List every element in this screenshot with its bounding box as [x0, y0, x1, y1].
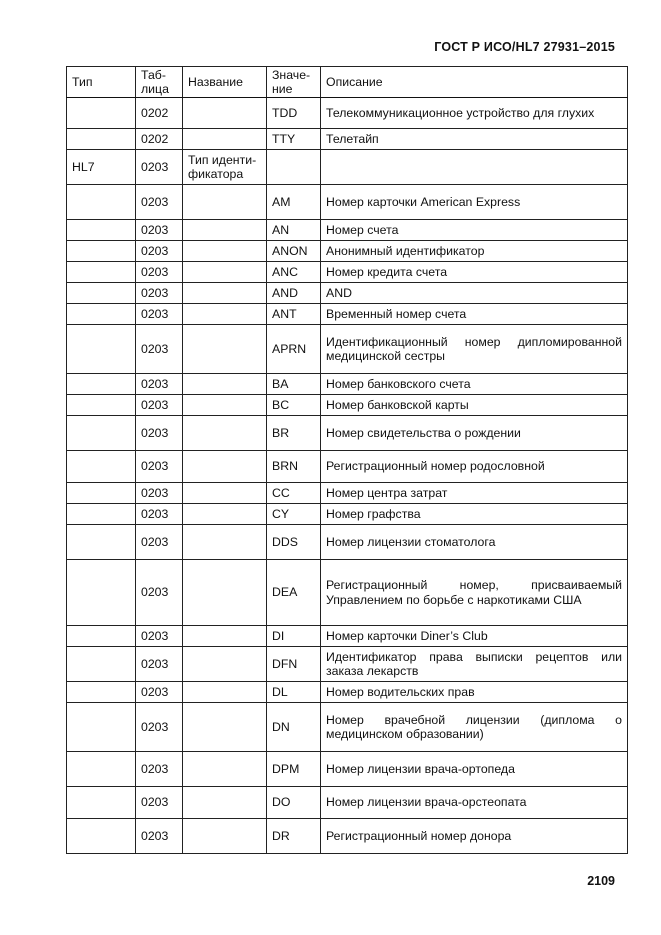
cell-type [67, 262, 136, 283]
cell-name [183, 451, 267, 483]
cell-name [183, 129, 267, 150]
table-row [67, 150, 628, 185]
cell-type [67, 525, 136, 560]
cell-type [67, 819, 136, 854]
page-number: 2109 [587, 874, 615, 888]
cell-description: Телетайп [321, 129, 628, 150]
col-header-value: Значе- ние [267, 67, 321, 98]
cell-description: Номер карточки American Express [321, 185, 628, 220]
cell-description: Номер кредита счета [321, 262, 628, 283]
cell-value: AM [267, 185, 321, 220]
cell-type [67, 647, 136, 682]
cell-table: 0203 [136, 483, 183, 504]
document-header: ГОСТ Р ИСО/HL7 27931–2015 [434, 40, 615, 54]
cell-description: Номер водительских прав [321, 682, 628, 703]
cell-type [67, 787, 136, 819]
table-row [67, 98, 628, 129]
cell-description: Анонимный идентификатор [321, 241, 628, 262]
table-row [67, 241, 628, 262]
cell-type [67, 185, 136, 220]
cell-value: BR [267, 416, 321, 451]
cell-description: Регистрационный номер, присваиваемый Управлением по борьбе с наркотиками США [321, 560, 628, 626]
cell-table: 0203 [136, 626, 183, 647]
cell-type [67, 560, 136, 626]
cell-type [67, 682, 136, 703]
cell-type [67, 129, 136, 150]
cell-type [67, 283, 136, 304]
table-row [67, 129, 628, 150]
cell-description: Идентификационный номер дипломированной медицинской сестры [321, 325, 628, 374]
cell-type [67, 451, 136, 483]
table-row [67, 220, 628, 241]
cell-type [67, 395, 136, 416]
table-row [67, 483, 628, 504]
cell-description: Номер врачебной лицензии (диплома о медицинском образовании) [321, 703, 628, 752]
cell-type: HL7 [67, 150, 136, 185]
cell-value [267, 150, 321, 185]
cell-name [183, 787, 267, 819]
cell-name [183, 185, 267, 220]
col-header-description: Описание [321, 67, 628, 98]
table-row [67, 374, 628, 395]
cell-table: 0203 [136, 283, 183, 304]
cell-value: ANON [267, 241, 321, 262]
table-row [67, 819, 628, 854]
cell-name [183, 647, 267, 682]
cell-description: AND [321, 283, 628, 304]
table-header-row [67, 67, 628, 98]
table-row [67, 283, 628, 304]
cell-value: DI [267, 626, 321, 647]
cell-table: 0203 [136, 220, 183, 241]
cell-description: Номер лицензии врача-ортопеда [321, 752, 628, 787]
cell-description [321, 150, 628, 185]
cell-type [67, 752, 136, 787]
cell-value: BRN [267, 451, 321, 483]
cell-table: 0203 [136, 374, 183, 395]
cell-table: 0202 [136, 98, 183, 129]
col-header-name: Название [183, 67, 267, 98]
cell-description: Номер лицензии стоматолога [321, 525, 628, 560]
cell-table: 0203 [136, 752, 183, 787]
table-row [67, 682, 628, 703]
cell-table: 0203 [136, 185, 183, 220]
cell-description: Номер центра затрат [321, 483, 628, 504]
code-table [66, 66, 628, 854]
cell-table: 0203 [136, 150, 183, 185]
cell-description: Номер свидетельства о рождении [321, 416, 628, 451]
cell-value: TTY [267, 129, 321, 150]
cell-table: 0203 [136, 241, 183, 262]
cell-description: Номер счета [321, 220, 628, 241]
table-row [67, 626, 628, 647]
col-header-type: Тип [67, 67, 136, 98]
cell-description: Номер карточки Diner’s Club [321, 626, 628, 647]
cell-table: 0202 [136, 129, 183, 150]
cell-table: 0203 [136, 395, 183, 416]
cell-name [183, 525, 267, 560]
cell-description: Временный номер счета [321, 304, 628, 325]
table-row [67, 325, 628, 374]
cell-type [67, 703, 136, 752]
cell-name [183, 752, 267, 787]
cell-value: CC [267, 483, 321, 504]
cell-description: Регистрационный номер донора [321, 819, 628, 854]
cell-type [67, 304, 136, 325]
cell-type [67, 220, 136, 241]
cell-value: BA [267, 374, 321, 395]
col-header-table: Таб- лица [136, 67, 183, 98]
cell-type [67, 483, 136, 504]
cell-name [183, 819, 267, 854]
cell-type [67, 241, 136, 262]
cell-name [183, 395, 267, 416]
cell-table: 0203 [136, 819, 183, 854]
cell-value: CY [267, 504, 321, 525]
cell-table: 0203 [136, 525, 183, 560]
table-row [67, 451, 628, 483]
cell-value: AND [267, 283, 321, 304]
cell-table: 0203 [136, 647, 183, 682]
cell-name [183, 682, 267, 703]
cell-value: ANC [267, 262, 321, 283]
cell-type [67, 325, 136, 374]
cell-name [183, 98, 267, 129]
cell-description: Идентификатор права выписки рецептов или заказа лекарств [321, 647, 628, 682]
cell-value: APRN [267, 325, 321, 374]
cell-value: DPM [267, 752, 321, 787]
cell-description: Номер графства [321, 504, 628, 525]
cell-name [183, 483, 267, 504]
cell-name [183, 560, 267, 626]
table-row [67, 416, 628, 451]
cell-value: DN [267, 703, 321, 752]
cell-value: TDD [267, 98, 321, 129]
table-row [67, 395, 628, 416]
cell-value: DDS [267, 525, 321, 560]
cell-table: 0203 [136, 560, 183, 626]
cell-table: 0203 [136, 262, 183, 283]
cell-value: DR [267, 819, 321, 854]
cell-table: 0203 [136, 504, 183, 525]
table-row [67, 185, 628, 220]
cell-name [183, 262, 267, 283]
table-row [67, 787, 628, 819]
table-body [67, 98, 628, 854]
cell-type [67, 626, 136, 647]
cell-name [183, 304, 267, 325]
cell-name: Тип иденти- фикатора [183, 150, 267, 185]
cell-description: Регистрационный номер родословной [321, 451, 628, 483]
cell-table: 0203 [136, 416, 183, 451]
cell-value: DO [267, 787, 321, 819]
cell-name [183, 703, 267, 752]
table-row [67, 304, 628, 325]
table-row [67, 525, 628, 560]
cell-name [183, 325, 267, 374]
cell-description: Номер лицензии врача-орстеопата [321, 787, 628, 819]
table-row [67, 647, 628, 682]
table-row [67, 504, 628, 525]
cell-name [183, 220, 267, 241]
table-row [67, 262, 628, 283]
cell-name [183, 416, 267, 451]
cell-table: 0203 [136, 304, 183, 325]
cell-name [183, 374, 267, 395]
cell-table: 0203 [136, 451, 183, 483]
cell-description: Телекоммуникационное устройство для глухих [321, 98, 628, 129]
cell-description: Номер банковского счета [321, 374, 628, 395]
table-row [67, 560, 628, 626]
table-row [67, 703, 628, 752]
cell-value: BC [267, 395, 321, 416]
cell-table: 0203 [136, 325, 183, 374]
cell-type [67, 504, 136, 525]
cell-value: ANT [267, 304, 321, 325]
cell-name [183, 283, 267, 304]
cell-name [183, 241, 267, 262]
cell-name [183, 504, 267, 525]
cell-value: DEA [267, 560, 321, 626]
cell-table: 0203 [136, 682, 183, 703]
cell-description: Номер банковской карты [321, 395, 628, 416]
cell-type [67, 416, 136, 451]
cell-table: 0203 [136, 703, 183, 752]
cell-table: 0203 [136, 787, 183, 819]
cell-type [67, 374, 136, 395]
cell-value: AN [267, 220, 321, 241]
cell-type [67, 98, 136, 129]
cell-value: DFN [267, 647, 321, 682]
table-row [67, 752, 628, 787]
cell-name [183, 626, 267, 647]
cell-value: DL [267, 682, 321, 703]
